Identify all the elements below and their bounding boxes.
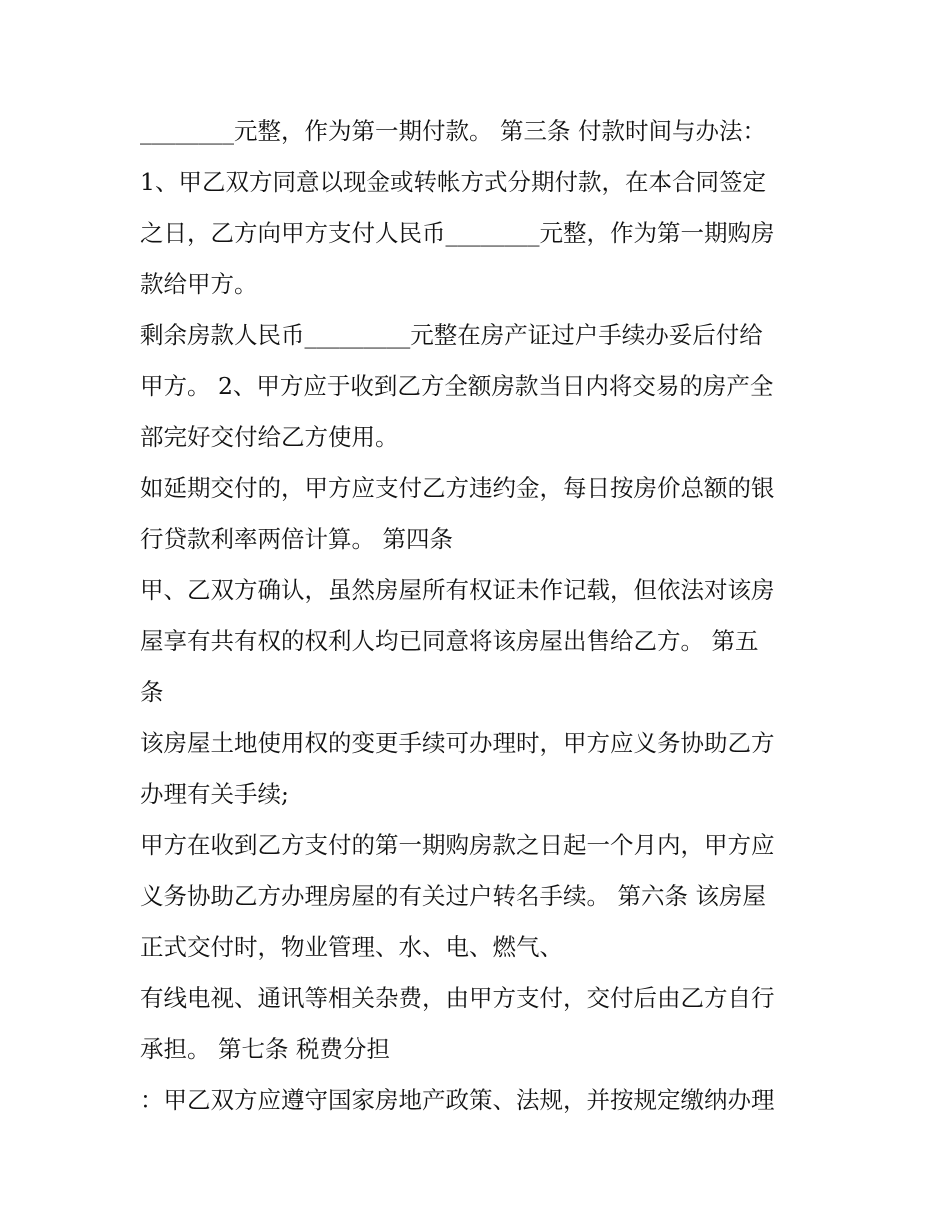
text-line: 承担。 第七条 税费分担: [140, 1035, 390, 1063]
text-line: 该房屋土地使用权的变更手续可办理时，甲方应义务协助乙方: [140, 729, 775, 757]
text-line: ________元整，作为第一期付款。 第三条 付款时间与办法：: [140, 117, 766, 145]
text-line: 义务协助乙方办理房屋的有关过户转名手续。 第六条 该房屋: [140, 882, 766, 910]
text-line: 甲方在收到乙方支付的第一期购房款之日起一个月内，甲方应: [140, 831, 775, 859]
text-line: 正式交付时，物业管理、水、电、燃气、: [140, 933, 563, 961]
text-line: 甲、乙双方确认，虽然房屋所有权证未作记载，但依法对该房: [140, 576, 775, 604]
text-line: 1、甲乙双方同意以现金或转帐方式分期付款，在本合同签定: [140, 168, 766, 196]
text-line: 款给甲方。: [140, 270, 258, 298]
document-body: [140, 106, 820, 1126]
text-line: 如延期交付的，甲方应支付乙方违约金，每日按房价总额的银: [140, 474, 775, 502]
text-line: 条: [140, 678, 164, 706]
text-line: 甲方。 2、甲方应于收到乙方全额房款当日内将交易的房产全: [140, 372, 774, 400]
text-line: 屋享有共有权的权利人均已同意将该房屋出售给乙方。 第五: [140, 627, 759, 655]
text-line: 之日，乙方向甲方支付人民币________元整，作为第一期购房: [140, 219, 775, 247]
text-line: 有线电视、通讯等相关杂费，由甲方支付，交付后由乙方自行: [140, 984, 775, 1012]
text-line: 部完好交付给乙方使用。: [140, 423, 399, 451]
text-line: ：甲乙双方应遵守国家房地产政策、法规，并按规定缴纳办理: [140, 1086, 775, 1114]
text-line: 剩余房款人民币_________元整在房产证过户手续办妥后付给: [140, 321, 763, 349]
text-line: 办理有关手续;: [140, 780, 289, 808]
text-line: 行贷款利率两倍计算。 第四条: [140, 525, 453, 553]
